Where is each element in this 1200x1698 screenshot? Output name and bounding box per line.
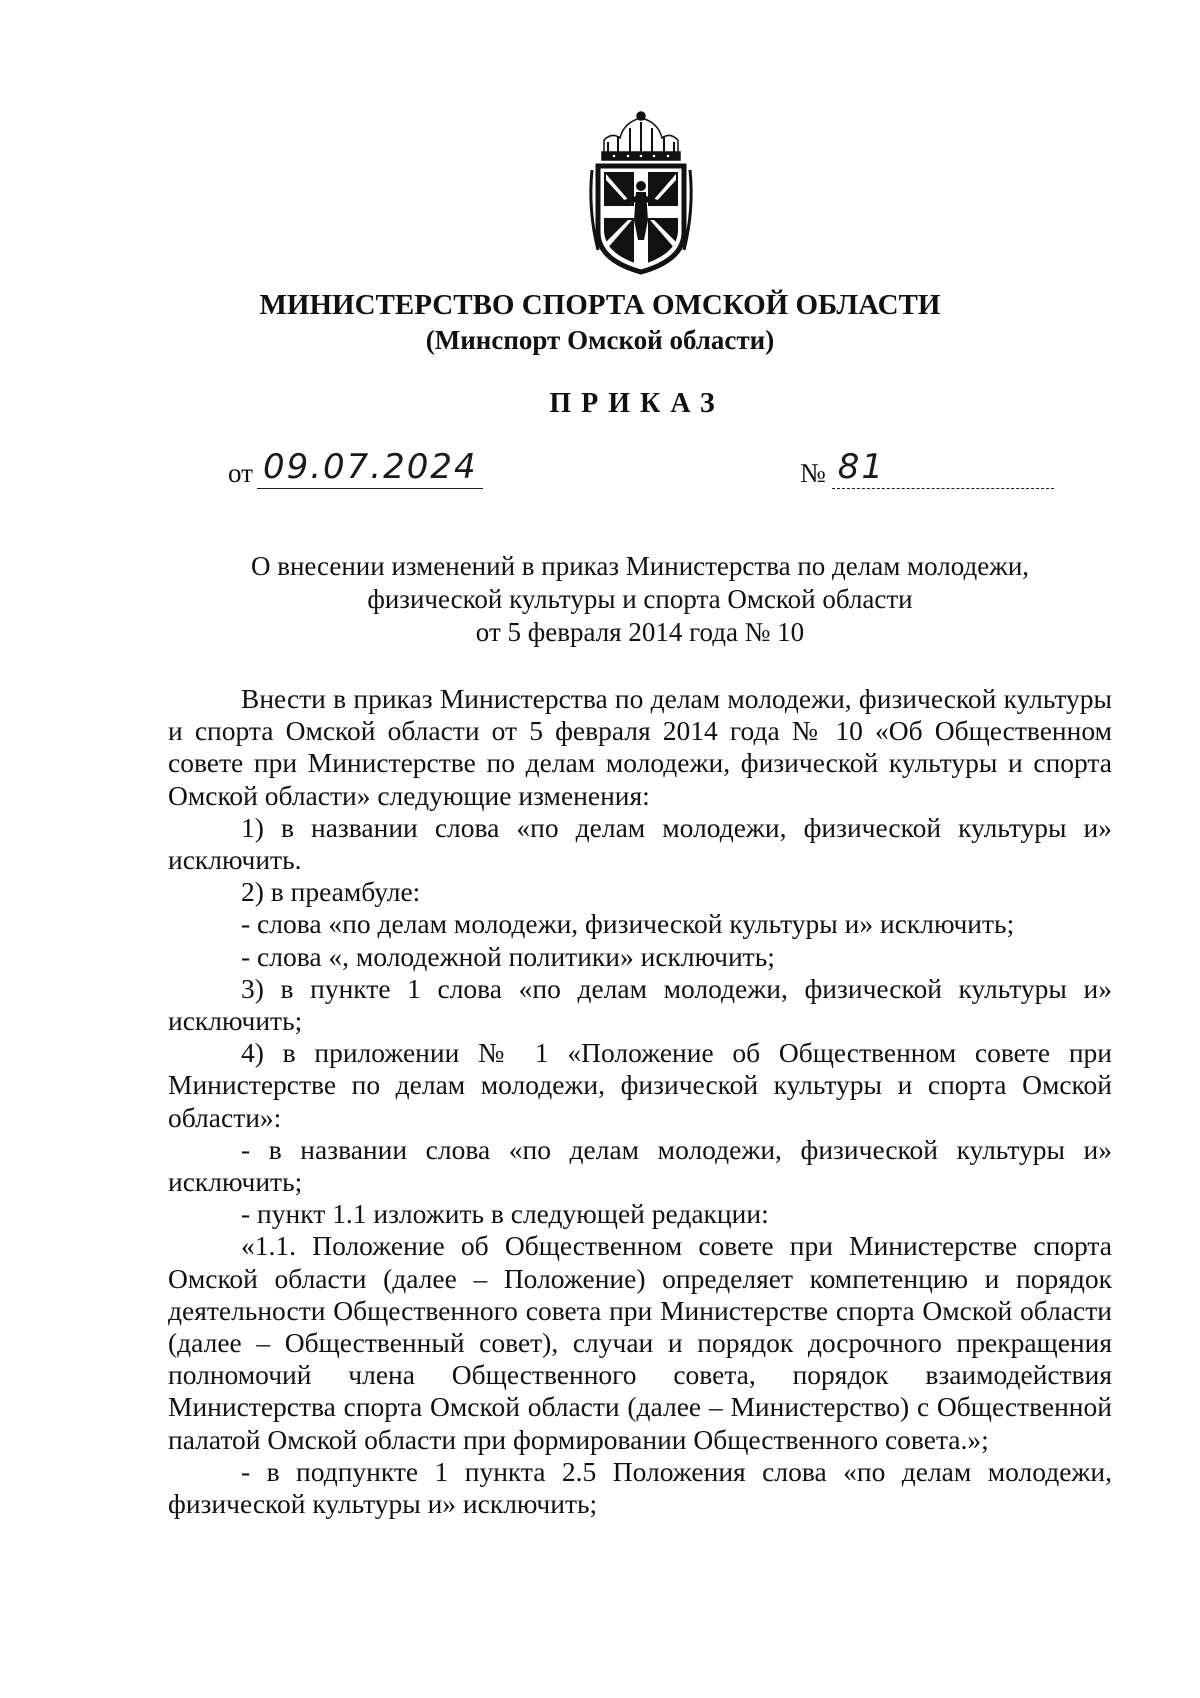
order-date [228,448,483,489]
subject-line: от 5 февраля 2014 года № 10 [475,617,805,647]
body-paragraph: - слова «по делам молодежи, физической культуры и» исключить; [241,908,1015,940]
order-number [800,448,1054,489]
body-paragraph: - в названии слова «по делам молодежи, физической культуры и» исключить; [168,1133,1112,1198]
ministry-short-name: (Минспорт Омской области) [425,325,775,355]
body-paragraph: - в подпункте 1 пункта 2.5 Положения слова «по делам молодежи, физической культуры и» исключить; [168,1455,1112,1520]
date-prefix: от [228,458,253,488]
document-type-title: ПРИКАЗ [549,388,725,419]
number-prefix: № [800,458,826,488]
body-paragraph: Внести в приказ Министерства по делам молодежи, физической культуры и спорта Омской области от 5 февраля 2014 года № 10 «Об Общественном совете при Министерстве по делам молодежи, физической культуры и спорта Омской области» следующие изменения: [168,683,1112,811]
order-subject [0,550,1200,649]
number-value: 81 [832,448,1054,489]
body-paragraph: «1.1. Положение об Общественном совете при Министерстве спорта Омской области (далее – Положение) определяет компетенцию и порядок деятельности Общественного совета при Министерстве спорта Омской области (далее – Общественный совет), случаи и порядок досрочного прекращения полномочий члена Общественного совета, порядок взаимодействия Министерства спорта Омской области (далее – Министерство) с Общественной палатой Омской области при формировании Общественного совета.»; [168,1230,1112,1455]
subject-line: О внесении изменений в приказ Министерства по делам молодежи, [250,551,1030,581]
ministry-name: МИНИСТЕРСТВО СПОРТА ОМСКОЙ ОБЛАСТИ [259,289,941,321]
order-body [168,683,1112,1520]
body-paragraph: 4) в приложении № 1 «Положение об Общественном совете при Министерстве по делам молодежи, физической культуры и спорта Омской области»: [168,1037,1112,1133]
subject-line: физической культуры и спорта Омской области [367,584,913,614]
body-paragraph: 2) в преамбуле: [241,876,421,908]
body-paragraph: 3) в пункте 1 слова «по делам молодежи, физической культуры и» исключить; [168,972,1112,1037]
date-value: 09.07.2024 [257,448,483,489]
body-paragraph: 1) в названии слова «по делам молодежи, физической культуры и» исключить. [168,811,1112,876]
coat-of-arms-icon [584,110,698,276]
body-paragraph: - пункт 1.1 изложить в следующей редакции: [241,1198,769,1230]
body-paragraph: - слова «, молодежной политики» исключить; [241,940,775,972]
